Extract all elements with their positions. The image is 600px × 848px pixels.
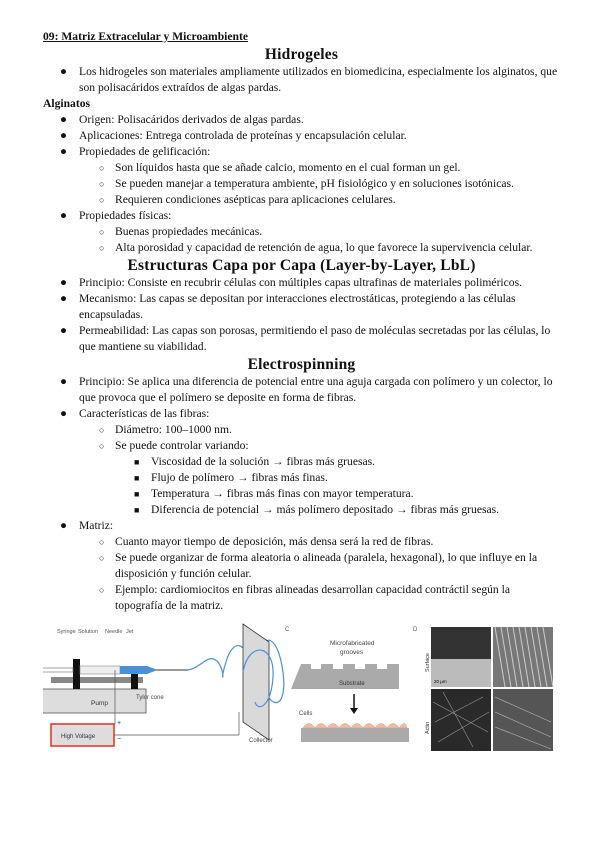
micrograph-d [493, 689, 553, 751]
list-item-text: Temperatura → fibras más finas con mayor temperatura. [151, 487, 414, 500]
grooves-label: grooves [340, 649, 364, 656]
actin-label: Actin [425, 721, 431, 734]
solution-label: Solution [78, 629, 98, 635]
list-item-text: Ejemplo: cardiomiocitos en fibras alineadas desarrollan capacidad contráctil según la topografía de la matriz. [115, 583, 510, 612]
list-item: ○ Cuanto mayor tiempo de deposición, más densa será la red de fibras. [99, 535, 434, 548]
document-title: 09: Matriz Extracelular y Microambiente [43, 30, 248, 43]
list-item: ○ Requieren condiciones asépticas para aplicaciones celulares. [99, 193, 396, 206]
scale-bar-label: 20 µm [434, 679, 447, 684]
list-item: ■ Temperatura → fibras más finas con mayor temperatura. [134, 487, 414, 500]
minus-label: − [117, 736, 122, 743]
list-item: ● Aplicaciones: Entrega controlada de proteínas y encapsulación celular. [60, 129, 407, 142]
list-item: ● Matriz: ○ Cuanto mayor tiempo de deposición, más densa será la red de fibras. ○ Se puede organizar de forma aleatoria o alineada (paralela, hexagonal), lo que influye en la disposición y función celular. ○ Ejemplo: cardiomiocitos en fibras alineadas desarrollan capacidad contráctil según la topografía de la matriz. [43, 518, 560, 614]
arrow-down-icon [350, 708, 358, 714]
collector-plate [243, 624, 269, 740]
panel-d-label: D [413, 627, 418, 633]
list-item-text: Origen: Polisacáridos derivados de algas pardas. [79, 113, 304, 126]
electrospinning-setup-diagram [43, 622, 288, 754]
list-item-text: Se puede controlar variando: [115, 439, 249, 452]
list-item: ● Los hidrogeles son materiales ampliamente utilizados en biomedicina, especialmente los alginatos, que son polisacáridos extraídos de algas pardas. [60, 65, 558, 94]
heading-hidrogeles: Hidrogeles [264, 46, 339, 63]
pump-label: Pump [91, 700, 108, 707]
list-item-text: Viscosidad de la solución → fibras más gruesas. [151, 455, 376, 468]
microfabricated-label: Microfabricated [330, 640, 375, 647]
list-item: ● Principio: Consiste en recubrir células con múltiples capas ultrafinas de materiales poliméricos. [60, 276, 523, 289]
list-item: ○ Se puede organizar de forma aleatoria o alineada (paralela, hexagonal), lo que influye en la disposición y función celular. [99, 551, 538, 580]
syringe-label: Syringe [57, 629, 76, 635]
list-item-text: Cuanto mayor tiempo de deposición, más densa será la red de fibras. [115, 535, 434, 548]
list-item-text: Aplicaciones: Entrega controlada de proteínas y encapsulación celular. [79, 129, 407, 142]
list-item-text: Los hidrogeles son materiales ampliamente utilizados en biomedicina, especialmente los alginatos, que son polisacáridos extraídos de algas pardas. [79, 65, 558, 94]
list-item-text: Requieren condiciones asépticas para aplicaciones celulares. [115, 193, 396, 206]
microfabricated-grooves-panel [285, 627, 409, 742]
list-item: ■ Diferencia de potencial → más polímero depositado → fibras más gruesas. [134, 503, 500, 516]
list-item: ● Permeabilidad: Las capas son porosas, permitiendo el paso de moléculas secretadas por las células, lo que mantiene su viabilidad. [60, 324, 551, 353]
collector-label: Collector [249, 738, 273, 744]
list-item: ○ Se puede controlar variando: ■ Viscosidad de la solución → fibras más gruesas. ■ Flujo de polímero → fibras más finas. ■ Temperatura → fibras más finas con mayor temperatura. ■ Diferencia de potencial → más polímero depositado → fibras más gruesas. [79, 438, 560, 518]
list-item-text: Se pueden manejar a temperatura ambiente, pH fisiológico y en soluciones isotónicas. [115, 177, 514, 190]
list-item-text: Flujo de polímero → fibras más finas. [151, 471, 328, 484]
needle-label: Needle [105, 629, 123, 635]
rail [51, 677, 143, 683]
list-item-text: Son líquidos hasta que se añade calcio, momento en el cual forman un gel. [115, 161, 461, 174]
list-item-text: Propiedades de gelificación: [79, 145, 211, 158]
list-item: ○ Ejemplo: cardiomiocitos en fibras alineadas desarrollan capacidad contráctil según la topografía de la matriz. [99, 583, 510, 612]
list-item-text: Matriz: [79, 519, 114, 532]
list-item-text: Permeabilidad: Las capas son porosas, permitiendo el paso de moléculas secretadas por las células, lo que mantiene su viabilidad. [79, 324, 551, 353]
plus-label: + [117, 720, 122, 727]
jet-label: Jet [126, 629, 134, 635]
list-item-text: Mecanismo: Las capas se depositan por interacciones electrostáticas, protegiendo a las células encapsuladas. [79, 292, 516, 321]
cells [303, 724, 407, 729]
list-item: ● Principio: Se aplica una diferencia de potencial entre una aguja cargada con polímero y un colector, lo que provoca que el polímero se deposite en forma de fibras. [60, 375, 553, 404]
list-item: ○ Diámetro: 100–1000 nm. [99, 423, 232, 436]
list-item: ○ Se pueden manejar a temperatura ambiente, pH fisiológico y en soluciones isotónicas. [99, 177, 514, 190]
list-item: ● Propiedades de gelificación: ○ Son líquidos hasta que se añade calcio, momento en el cual forman un gel. ○ Se pueden manejar a temperatura ambiente, pH fisiológico y en soluciones isotónicas. ○ Requieren condiciones asépticas para aplicaciones celulares. [43, 144, 560, 208]
high-voltage-label: High Voltage [61, 734, 96, 740]
list-item: ● Características de las fibras: ○ Diámetro: 100–1000 nm. ○ Se puede controlar variando: ■ Viscosidad de la solución → fibras más gruesas. ■ Flujo de polímero → fibras más finas. ■ Temperatura → fibras más finas con mayor temperatura. ■ Diferencia de potencial → más polímero depositado → fibras más gruesas. [43, 406, 560, 518]
list-item-text: Se puede organizar de forma aleatoria o alineada (paralela, hexagonal), lo que influye en la disposición y función celular. [115, 551, 538, 580]
list-item: ○ Son líquidos hasta que se añade calcio, momento en el cual forman un gel. [99, 161, 461, 174]
list-item: ● Mecanismo: Las capas se depositan por interacciones electrostáticas, protegiendo a las células encapsuladas. [60, 292, 516, 321]
solution [120, 666, 147, 674]
substrate-label: Substrate [339, 681, 365, 687]
list-item: ○ Buenas propiedades mecánicas. [99, 225, 263, 238]
list-item-text: Buenas propiedades mecánicas. [115, 225, 263, 238]
list-item: ● Propiedades físicas: ○ Buenas propiedades mecánicas. ○ Alta porosidad y capacidad de retención de agua, lo que favorece la supervivencia celular. [43, 208, 560, 256]
list-item-text: Alta porosidad y capacidad de retención de agua, lo que favorece la supervivencia celular. [115, 241, 533, 254]
panel-c-label: C [285, 627, 290, 633]
list-item-text: Características de las fibras: [79, 407, 210, 420]
list-item-text: Diferencia de potencial → más polímero depositado → fibras más gruesas. [151, 503, 500, 516]
list-item-text: Diámetro: 100–1000 nm. [115, 423, 232, 436]
list-item-text: Principio: Se aplica una diferencia de potencial entre una aguja cargada con polímero y un colector, lo que provoca que el polímero se deposite en forma de fibras. [79, 375, 553, 404]
document-page [43, 29, 560, 614]
taylor-cone-label: Tylor cone [136, 695, 164, 701]
surface-label: Surface [425, 653, 431, 672]
list-item: ■ Viscosidad de la solución → fibras más gruesas. [134, 455, 376, 468]
heading-lbl: Estructuras Capa por Capa (Layer-by-Layer, LbL) [127, 257, 476, 274]
micrograph-c [431, 689, 491, 751]
fiber-micrographs-panel [413, 627, 553, 751]
list-item: ● Origen: Polisacáridos derivados de algas pardas. [60, 113, 304, 126]
subheading-alginatos: Alginatos [43, 97, 91, 110]
list-item: ○ Alta porosidad y capacidad de retención de agua, lo que favorece la supervivencia celular. [99, 241, 533, 254]
list-item-text: Principio: Consiste en recubrir células con múltiples capas ultrafinas de materiales poliméricos. [79, 276, 523, 289]
electrospinning-figure [43, 622, 558, 754]
cells-label: Cells [299, 711, 313, 717]
figures [43, 622, 558, 754]
heading-electrospinning: Electrospinning [247, 356, 356, 373]
list-item-text: Propiedades físicas: [79, 209, 172, 222]
list-item: ■ Flujo de polímero → fibras más finas. [134, 471, 328, 484]
